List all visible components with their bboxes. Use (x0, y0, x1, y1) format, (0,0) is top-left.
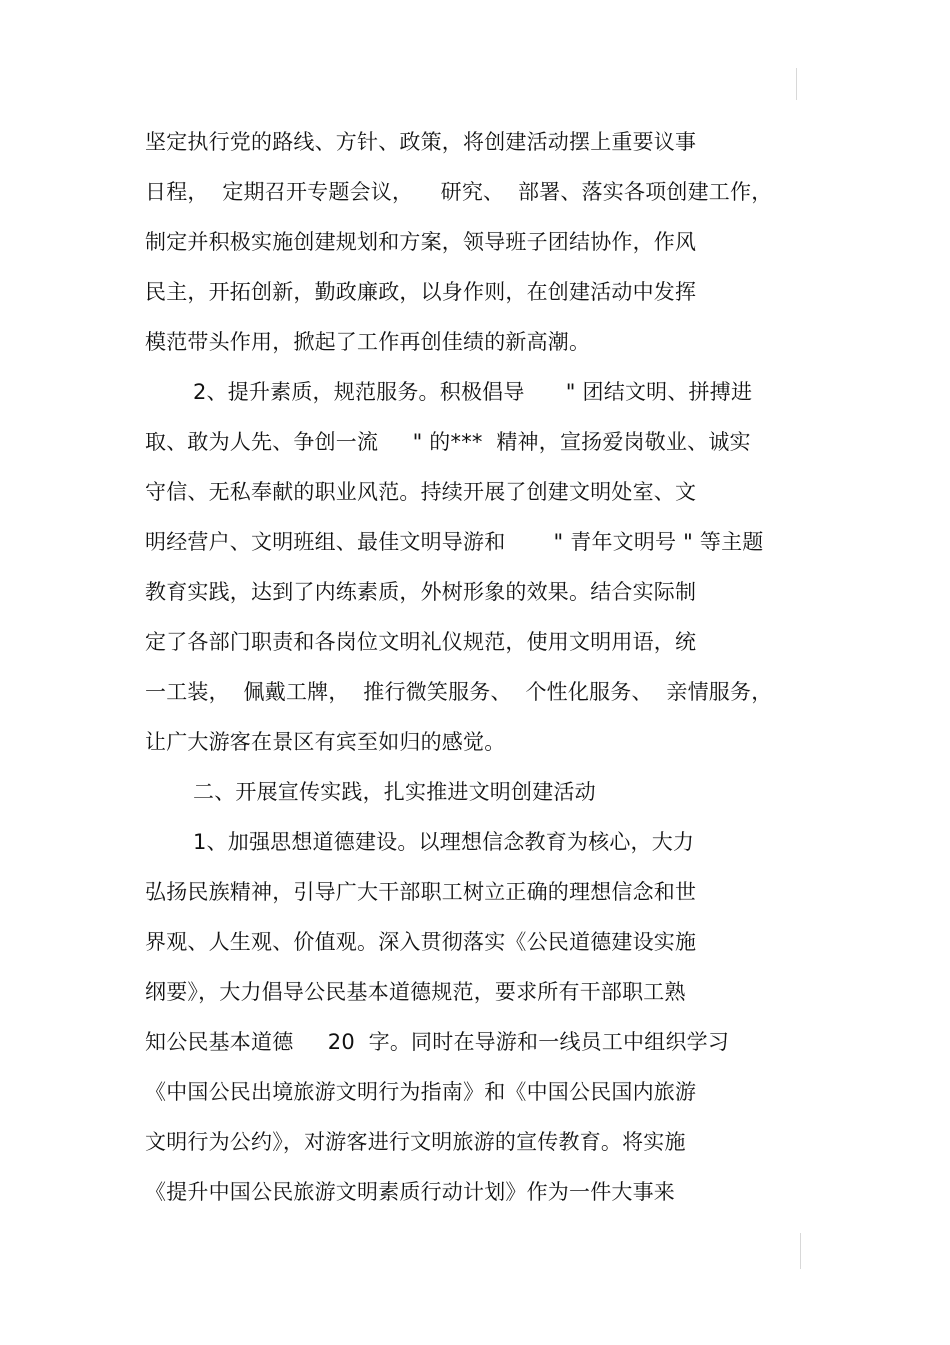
text-line: 制定并积极实施创建规划和方案，领导班子团结协作，作风 (145, 230, 697, 254)
text-line: 日程， 定期召开专题会议， 研究、 部署、落实各项创建工作， (145, 180, 773, 204)
paragraph-heading-1: 1、加强思想道德建设。以理想信念教育为核心，大力 (193, 830, 695, 854)
text-line: 让广大游客在景区有宾至如归的感觉。 (145, 730, 506, 754)
text-line: 取、敢为人先、争创一流 " 的*** 精神，宣扬爱岗敬业、诚实 (145, 430, 751, 454)
text-line: 一工装， 佩戴工牌， 推行微笑服务、 个性化服务、 亲情服务， (145, 680, 773, 704)
text-line: 坚定执行党的路线、方针、政策，将创建活动摆上重要议事 (145, 130, 697, 154)
text-line: 纲要》，大力倡导公民基本道德规范，要求所有干部职工熟 (145, 980, 686, 1004)
section-heading: 二、开展宣传实践，扎实推进文明创建活动 (193, 780, 596, 804)
paragraph-heading-2: 2、提升素质，规范服务。积极倡导 " 团结文明、拼搏进 (193, 380, 753, 404)
text-line: 界观、人生观、价值观。深入贯彻落实《公民道德建设实施 (145, 930, 697, 954)
top-right-margin-mark (796, 68, 797, 100)
text-line: 明经营户、文明班组、最佳文明导游和 " 青年文明号 " 等主题 (145, 530, 764, 554)
text-line: 弘扬民族精神，引导广大干部职工树立正确的理想信念和世 (145, 880, 697, 904)
text-line: 民主，开拓创新，勤政廉政，以身作则，在创建活动中发挥 (145, 280, 697, 304)
text-line: 定了各部门职责和各岗位文明礼仪规范，使用文明用语，统 (145, 630, 697, 654)
text-line: 文明行为公约》，对游客进行文明旅游的宣传教育。将实施 (145, 1130, 686, 1154)
text-line: 知公民基本道德 20 字。同时在导游和一线员工中组织学习 (145, 1030, 730, 1054)
bottom-right-margin-mark (800, 1233, 801, 1269)
text-line: 教育实践，达到了内练素质，外树形象的效果。结合实际制 (145, 580, 697, 604)
text-line: 守信、无私奉献的职业风范。持续开展了创建文明处室、文 (145, 480, 697, 504)
text-line: 模范带头作用，掀起了工作再创佳绩的新高潮。 (145, 330, 591, 354)
text-line: 《中国公民出境旅游文明行为指南》和《中国公民国内旅游 (145, 1080, 697, 1104)
text-line: 《提升中国公民旅游文明素质行动计划》作为一件大事来 (145, 1180, 675, 1204)
